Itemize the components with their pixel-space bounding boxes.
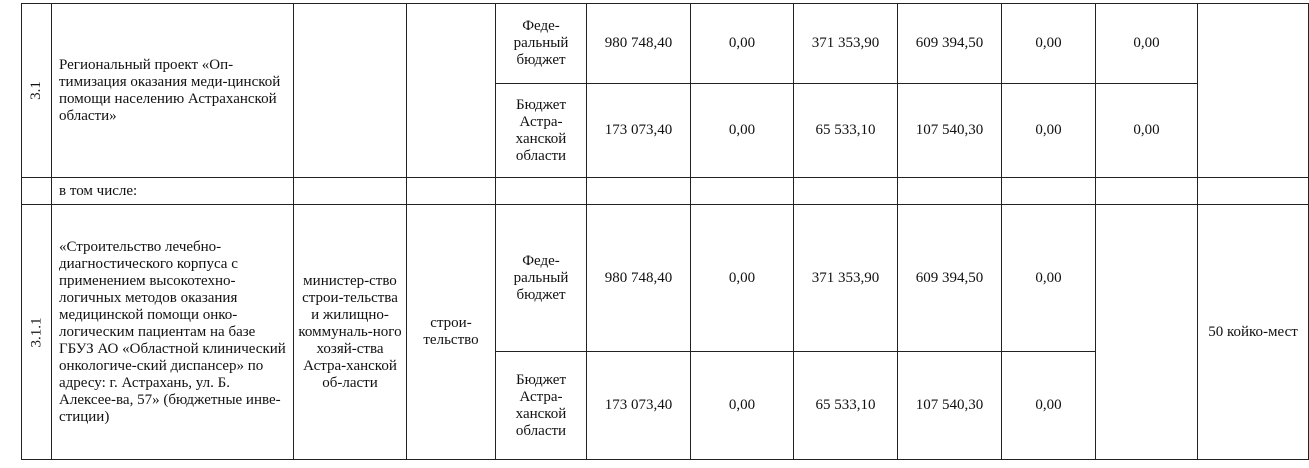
row-number: 3.1 bbox=[28, 81, 44, 100]
project-name: Региональный проект «Оп-тимизация оказания меди-цинской помощи населению Астраханской области» bbox=[52, 4, 294, 178]
year-value: 0,00 bbox=[1002, 205, 1096, 352]
year-value: 0,00 bbox=[1002, 4, 1096, 84]
total-value: 173 073,40 bbox=[587, 352, 691, 460]
total-value: 980 748,40 bbox=[587, 205, 691, 352]
total-value: 980 748,40 bbox=[587, 4, 691, 84]
total-value: 173 073,40 bbox=[587, 84, 691, 178]
table-row bbox=[22, 205, 1309, 352]
year-value: 65 533,10 bbox=[794, 84, 898, 178]
year-value: 0,00 bbox=[1096, 4, 1198, 84]
table-row bbox=[22, 4, 1309, 84]
year-value: 371 353,90 bbox=[794, 4, 898, 84]
row-number: 3.1.1 bbox=[28, 317, 45, 347]
year-value: 0,00 bbox=[691, 205, 794, 352]
budget-table bbox=[21, 3, 1309, 460]
year-value: 0,00 bbox=[1096, 84, 1198, 178]
work-type-cell: строи-тельство bbox=[407, 205, 496, 460]
year-value: 371 353,90 bbox=[794, 205, 898, 352]
year-value: 65 533,10 bbox=[794, 352, 898, 460]
year-value: 0,00 bbox=[691, 4, 794, 84]
year-value: 609 394,50 bbox=[898, 205, 1002, 352]
year-value: 609 394,50 bbox=[898, 4, 1002, 84]
result-cell bbox=[1198, 4, 1309, 178]
row-number-cell bbox=[22, 4, 52, 178]
project-name: «Строительство лечебно-диагностического корпуса с применением высокотехно-логичных методов оказания медицинской помощи онко-логическим пациентам на базе ГБУЗ АО «Областной клинический онкологиче-ский диспансер» по адресу: г. Астрахань, ул. Б. Алексее-ва, 57» (бюджетные инве-стиции) bbox=[52, 205, 294, 460]
year-value: 0,00 bbox=[691, 352, 794, 460]
funding-source: Бюджет Астра-ханской области bbox=[496, 352, 587, 460]
year-value: 0,00 bbox=[1002, 84, 1096, 178]
funding-source: Феде-ральный бюджет bbox=[496, 205, 587, 352]
executor-cell: министер-ство строи-тельства и жилищно-коммуналь-ного хозяй-ства Астра-ханской об-ласти bbox=[294, 205, 407, 460]
funding-source: Феде-ральный бюджет bbox=[496, 4, 587, 84]
year-value: 107 540,30 bbox=[898, 84, 1002, 178]
funding-source: Бюджет Астра-ханской области bbox=[496, 84, 587, 178]
including-label: в том числе: bbox=[52, 178, 294, 205]
year-value: 0,00 bbox=[691, 84, 794, 178]
row-number-cell bbox=[22, 205, 52, 460]
executor-cell bbox=[294, 4, 407, 178]
work-type-cell bbox=[407, 4, 496, 178]
year-value: 0,00 bbox=[1002, 352, 1096, 460]
result-cell: 50 койко-мест bbox=[1198, 205, 1309, 460]
table-row bbox=[22, 178, 1309, 205]
year-value: 107 540,30 bbox=[898, 352, 1002, 460]
year-value bbox=[1096, 205, 1198, 460]
